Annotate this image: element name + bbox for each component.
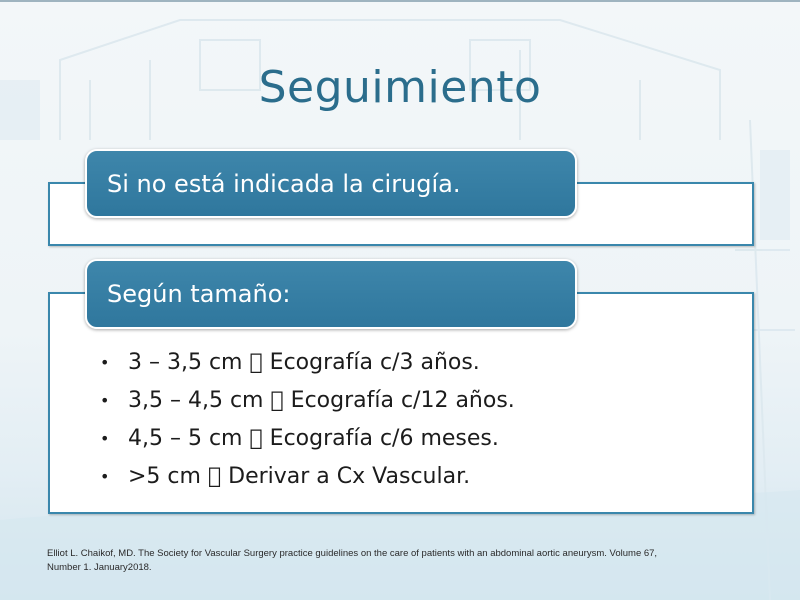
- bullet-text: >5 cm   Derivar a Cx Vascular.: [128, 464, 471, 489]
- bullet-list: [100, 344, 515, 496]
- citation-line-1: Elliot L. Chaikof, MD. The Society for Vascular Surgery practice guidelines on the care of patients with an abdominal aortic aneurysm. Volume 67,: [47, 548, 658, 559]
- heading-pill-1-text: Si no está indicada la cirugía.: [107, 169, 461, 198]
- bullet-dot-icon: •: [100, 467, 110, 486]
- bullet-item: [100, 344, 515, 382]
- bullet-item: [100, 420, 515, 458]
- bullet-text: 4,5 – 5 cm   Ecografía c/6 meses.: [128, 426, 499, 451]
- heading-pill-2-text: Según tamaño:: [107, 280, 291, 308]
- bullet-dot-icon: •: [100, 353, 110, 372]
- citation-line-2: Number 1. January2018.: [47, 562, 152, 573]
- bullet-item: [100, 382, 515, 420]
- citation-footnote: [47, 547, 747, 575]
- bullet-text: 3 – 3,5 cm   Ecografía c/3 años.: [128, 350, 480, 375]
- bullet-item: [100, 458, 515, 496]
- heading-pill-2: [85, 259, 577, 329]
- bullet-text: 3,5 – 4,5 cm   Ecografía c/12 años.: [128, 388, 515, 413]
- heading-pill-1: [85, 149, 577, 218]
- slide-title: Seguimiento: [258, 62, 542, 113]
- bullet-dot-icon: •: [100, 429, 110, 448]
- bullet-dot-icon: •: [100, 391, 110, 410]
